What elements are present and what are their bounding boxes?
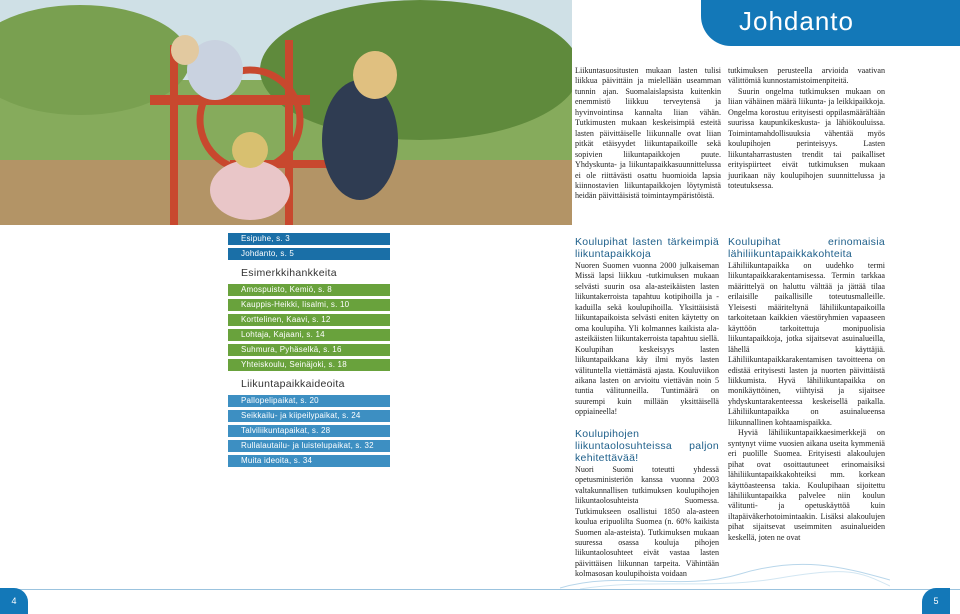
- toc-item[interactable]: Korttelinen, Kaavi, s. 12: [228, 314, 390, 326]
- local-sports-column: [728, 236, 885, 543]
- toc-item[interactable]: Amospuisto, Kemiö, s. 8: [228, 284, 390, 296]
- toc-item[interactable]: Talviliikuntapaikat, s. 28: [228, 425, 390, 437]
- footer-rule: [0, 589, 960, 590]
- page-number-right: 5: [922, 588, 950, 614]
- toc-item[interactable]: Suhmura, Pyhäselkä, s. 16: [228, 344, 390, 356]
- section-heading: Koulupihojen liikuntaolosuhteissa paljon kehitettävää!: [575, 427, 719, 464]
- toc-item[interactable]: Yhteiskoulu, Seinäjoki, s. 18: [228, 359, 390, 371]
- toc-item[interactable]: Esipuhe, s. 3: [228, 233, 390, 245]
- body-paragraph: Nuoren Suomen vuonna 2000 julkaiseman Missä lapsi liikkuu -tutkimuksen mukaan selvästi suurin osa ala-asteikäisten lasten liikuntakerroista tapahtuu kotipihoilla ja -kaduilla sekä koulupihoilla. Yksittäisistä liikuntapaikoista selvästi eniten käytetty on oma koulupiha. Yli kolmannes kaikista ala-asteikäisten liikuntakerroista tapahtuu siellä. Koulupihan keskeisyys lasten liikuntapaikkana käy ilmi myös lasten välituntella viettämästä ajasta. Kouluviikon aikana lasten on arvioitu viettävän noin 5 tuntia välitunneilla. Tuntimäärä on suurempi kuin millään yksittäisellä oppiaineella!: [575, 261, 719, 417]
- body-paragraph: Lähiliikuntapaikka on uudehko termi liikuntapaikkarakentamisessa. Termin tarkkaa määrittelyä on haluttu välttää ja jättää tilaa erilaisille paikallisille toteutusmalleille. Yleisesti määriteltynä lähiliikuntapaikoilla tarkoitetaan kaikkien väestöryhmien vapaaseen käyttöön tarkoitettuja monipuolisia liikuntapaikkoja, jotka sijaitsevat asuinalueilla, lähellä käyttäjiä. Lähiliikuntapaikkarakentamisen tavoitteena on edistää erityisesti lasten ja nuorten päivittäistä liikkumista. Hyvä lähiliikuntapaikka on monikäyttöinen, viihtyisä ja sijaitsee yhdyskuntarakenteessa keskeisellä paikalla. Lähiliikuntapaikka on asuinalueensa liikunnallinen kohtaamispaikka.: [728, 261, 885, 427]
- title-tab: [701, 0, 960, 46]
- toc-item[interactable]: Kauppis-Heikki, Iisalmi, s. 10: [228, 299, 390, 311]
- toc-section-heading: Esimerkkihankkeita: [241, 267, 337, 279]
- toc-item[interactable]: Muita ideoita, s. 34: [228, 455, 390, 467]
- section-heading: Koulupihat erinomaisia lähiliikuntapaikkakohteita: [728, 236, 885, 260]
- schoolyard-column: [575, 236, 719, 580]
- page-title: Johdanto: [739, 6, 854, 36]
- toc-item[interactable]: Johdanto, s. 5: [228, 248, 390, 260]
- section-heading: Koulupihat lasten tärkeimpiä liikuntapaikkoja: [575, 236, 719, 260]
- toc-section-heading: Liikuntapaikkaideoita: [241, 378, 345, 390]
- intro-paragraph: Liikuntasuositusten mukaan lasten tulisi liikkua päivittäin ja mielellään useamman tunnin ajan. Suomalaislapsista kuitenkin enemmistö liikkuu terveytensä ja hyvinvointinsa kannalta liian vähän. Tutkimusten mukaan keskeisimpiä esteitä lasten päivittäiselle liikunnalle ovat liian pitkät etäisyydet liikuntapaikoille sekä sopivien liikuntapaikkojen puute. Yhdyskunta- ja liikuntapaikkasuunnittelussa ei ole riittävästi osattu huomioida lapsia kiinnostavien liikuntapaikkojen löytymistä heidän päivittäisistä toimintaympäristöistä.: [575, 66, 721, 201]
- intro-column: [575, 66, 721, 202]
- intro-paragraph-2: Suurin ongelma tutkimuksen mukaan on liian vähäinen määrä liikunta- ja leikkipaikkoja. Ongelma korostuu erityisesti oppilasmäärältään suurissa kaupunkikeskusta- ja lähiökouluissa. Toimintamahdollisuuksia vähentää myös koulupihojen perinteisyys. Lasten liikuntaharrastusten trendit tai paikalliset erityispiirteet eivät tutkimuksen mukaan juurikaan näy koulupihojen suunnittelussa ja toteutuksessa.: [728, 86, 885, 190]
- intro-continuation: tutkimuksen perusteella arvioida vaativan välittömiä kunnostamistoimenpiteitä.: [728, 66, 885, 86]
- toc-item[interactable]: Lohtaja, Kajaani, s. 14: [228, 329, 390, 341]
- page-number-left: 4: [0, 588, 28, 614]
- table-of-contents: [228, 233, 390, 470]
- children-playground-photo: [0, 0, 572, 225]
- body-paragraph: Hyviä lähiliikuntapaikkaesimerkkejä on syntynyt viime vuosien aikana useita kymmeniä eri puolille Suomea. Erityisesti alakoulujen pihat ovat osoittautuneet erinomaisiksi lähiliikuntapaikkakohteiksi mm. korkean käyttöasteensa takia. Koulupihaan sijoitettu lähiliikuntapaikka palvelee niin koulun välitunti- ja opetuskäyttöä kuin iltapäiväkerhotoimintaakin. Lisäksi alakoulujen pihat sijaitsevat useimmiten asuinalueiden keskellä, joten ne ovat: [728, 428, 885, 542]
- decorative-swirl: [560, 560, 890, 590]
- body-paragraph: Nuori Suomi toteutti yhdessä opetusministeriön kanssa vuonna 2003 valtakunnallisen tutkimuksen koulupihojen liikuntaolosuhteista Suomessa. Tutkimukseen osallistui 1850 ala-asteen koulua eripuolilta Suomea (n. 60% kaikista Suomen ala-asteista). Tutkimuksen mukaan suuressa osassa kouluja pihojen liikuntaolosuhteet eivät vastaa lasten päivittäisen liikunnan tarpeita. Vähintään kolmasosan koulupihoista voidaan: [575, 464, 719, 579]
- toc-item[interactable]: Seikkailu- ja kiipeilypaikat, s. 24: [228, 410, 390, 422]
- toc-item[interactable]: Pallopelipaikat, s. 20: [228, 395, 390, 407]
- toc-item[interactable]: Rullalautailu- ja luistelupaikat, s. 32: [228, 440, 390, 452]
- intro-column-2: [728, 66, 885, 191]
